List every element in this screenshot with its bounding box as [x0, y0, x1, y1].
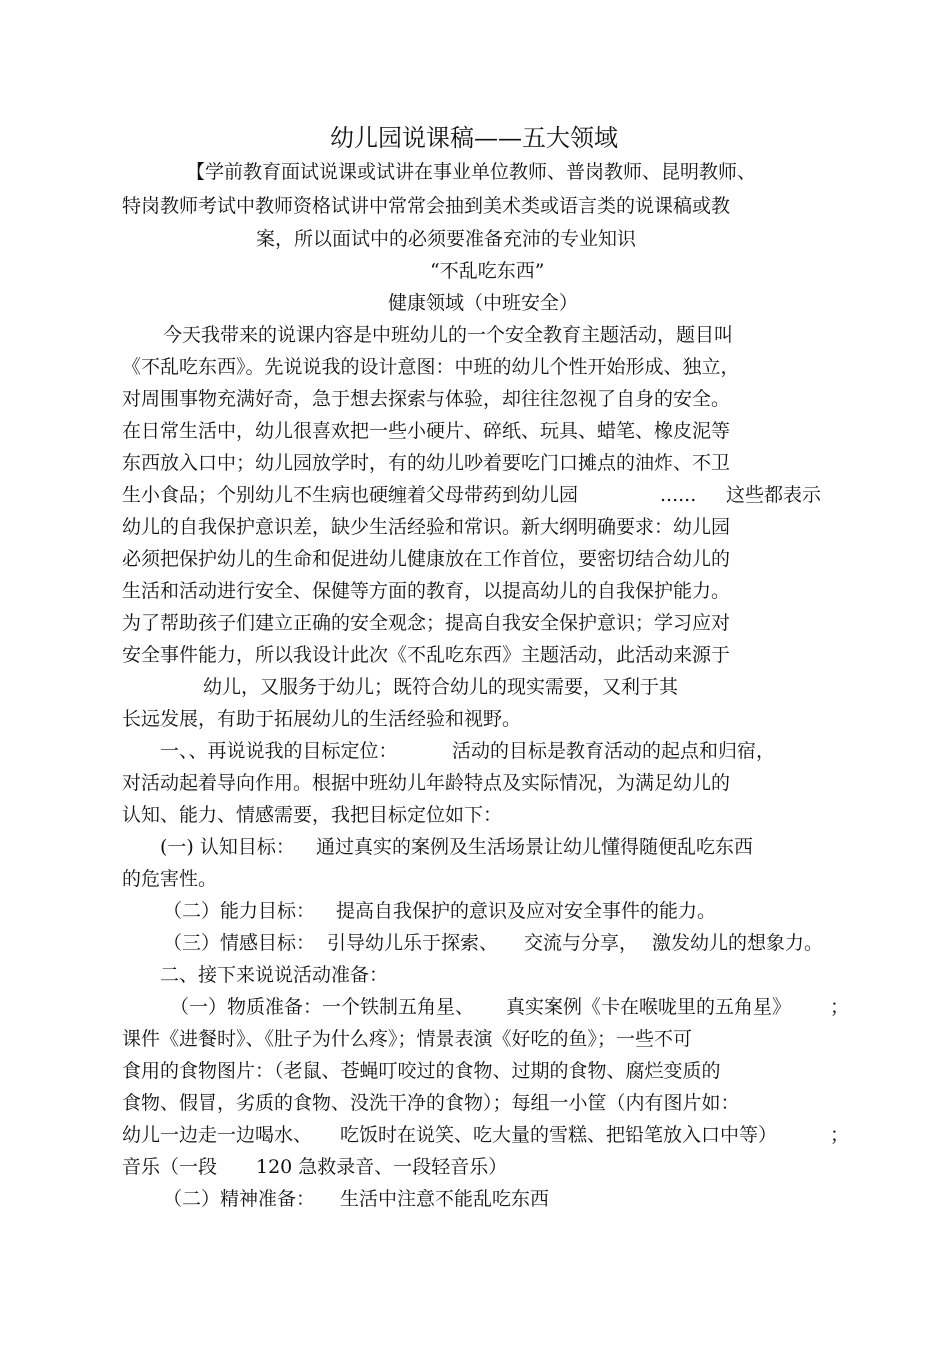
paragraph-line: 对周围事物充满好奇，急于想去探索与体验，却往往忽视了自身的安全。	[122, 388, 731, 410]
paragraph-line-tail: 这些都表示	[726, 484, 822, 506]
paragraph-ellipsis: ......	[660, 484, 697, 506]
lesson-domain: 健康领域（中班安全）	[388, 292, 579, 314]
paragraph-line: 生小食品；个别幼儿不生病也硬缠着父母带药到幼儿园	[122, 484, 579, 506]
music-label: 音乐（一段	[122, 1156, 218, 1178]
paragraph-line: 食用的食物图片：（老鼠、苍蝇叮咬过的食物、过期的食物、腐烂变质的	[122, 1060, 721, 1082]
intro-line-3: 案，所以面试中的必须要准备充沛的专业知识	[256, 228, 637, 250]
lesson-title: “不乱吃东西”	[430, 260, 545, 282]
paragraph-line: 幼儿的自我保护意识差，缺少生活经验和常识。新大纲明确要求：幼儿园	[122, 516, 731, 538]
paragraph-line: 幼儿，又服务于幼儿；既符合幼儿的现实需要，又利于其	[203, 676, 679, 698]
paragraph-line: 在日常生活中，幼儿很喜欢把一些小硬片、碎纸、玩具、蜡笔、橡皮泥等	[122, 420, 731, 442]
intro-line-2: 特岗教师考试中教师资格试讲中常常会抽到美术类或语言类的说课稿或教	[122, 195, 731, 217]
goal-ability-label: （二）能力目标：	[163, 900, 316, 922]
paragraph-line: 长远发展，有助于拓展幼儿的生活经验和视野。	[122, 708, 522, 730]
goal-emotion-text-2: 交流与分享，	[524, 932, 639, 954]
music-text: 120 急救录音、一段轻音乐）	[256, 1156, 508, 1178]
paragraph-line: 课件《进餐时》、《肚子为什么疼》；情景表演《好吃的鱼》；一些不可	[122, 1028, 693, 1050]
paragraph-line: 对活动起着导向作用。根据中班幼儿年龄特点及实际情况，为满足幼儿的	[122, 772, 731, 794]
goal-cognitive-text: 通过真实的案例及生活场景让幼儿懂得随便乱吃东西	[316, 836, 754, 858]
material-prep-semicolon: ；	[830, 996, 850, 1018]
material-prep-label: （一）物质准备：一个铁制五角星、	[170, 996, 475, 1018]
material-prep-case: 真实案例《卡在喉咙里的五角星》	[506, 996, 792, 1018]
paragraph-line: 食物、假冒，劣质的食物、没洗干净的食物）；每组一小筐（内有图片如：	[122, 1092, 740, 1114]
intro-line-1: 【学前教育面试说课或试讲在事业单位教师、普岗教师、昆明教师、	[186, 161, 757, 183]
paragraph-line: 安全事件能力，所以我设计此次《不乱吃东西》主题活动，此活动来源于	[122, 644, 731, 666]
paragraph-line: 《不乱吃东西》。先说说我的设计意图：中班的幼儿个性开始形成、独立，	[122, 356, 740, 378]
goal-emotion-text-3: 激发幼儿的想象力。	[652, 932, 824, 954]
mental-prep-label: （二）精神准备：	[163, 1188, 316, 1210]
goal-emotion-text-1: 引导幼儿乐于探索、	[327, 932, 499, 954]
section-heading-goals: 一、、再说说我的目标定位：	[160, 740, 398, 762]
paragraph-line: 为了帮助孩子们建立正确的安全观念；提高自我安全保护意识；学习应对	[122, 612, 731, 634]
document-title: 幼儿园说课稿——五大领域	[330, 124, 618, 152]
section-heading-preparation: 二、接下来说说活动准备：	[160, 964, 389, 986]
goal-cognitive-text-end: 的危害性。	[122, 868, 218, 890]
paragraph-line: 认知、能力、情感需要，我把目标定位如下：	[122, 804, 503, 826]
paragraph-line-semicolon: ；	[830, 1124, 850, 1146]
goal-cognitive-label: (一) 认知目标：	[160, 836, 295, 858]
section-heading-goals-tail: 活动的目标是教育活动的起点和归宿，	[452, 740, 776, 762]
goal-ability-text: 提高自我保护的意识及应对安全事件的能力。	[336, 900, 717, 922]
goal-emotion-label: （三）情感目标：	[163, 932, 316, 954]
paragraph-line: 必须把保护幼儿的生命和促进幼儿健康放在工作首位，要密切结合幼儿的	[122, 548, 731, 570]
paragraph-line-tail: 吃饭时在说笑、吃大量的雪糕、把铅笔放入口中等）	[340, 1124, 778, 1146]
paragraph-line: 今天我带来的说课内容是中班幼儿的一个安全教育主题活动，题目叫	[163, 324, 734, 346]
paragraph-line: 东西放入口中；幼儿园放学时，有的幼儿吵着要吃门口摊点的油炸、不卫	[122, 452, 731, 474]
mental-prep-text: 生活中注意不能乱吃东西	[340, 1188, 550, 1210]
paragraph-line: 幼儿一边走一边喝水、	[122, 1124, 313, 1146]
paragraph-line: 生活和活动进行安全、保健等方面的教育，以提高幼儿的自我保护能力。	[122, 580, 731, 602]
